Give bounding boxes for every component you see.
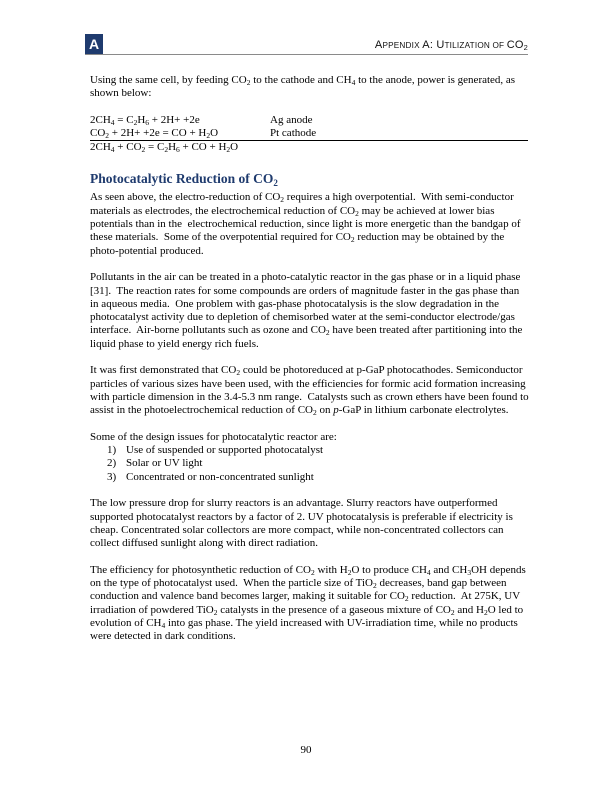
list-text: Solar or UV light [126,457,203,470]
section-heading: Photocatalytic Reduction of $CO_2$ [90,171,278,189]
page-body [90,74,530,644]
electrode-label: Ag anode [270,113,313,126]
page-number: 90 [300,744,312,756]
subscript: 2 [246,78,251,87]
list-text: Concentrated or non-concentrated sunlight [126,470,314,483]
running-title [375,39,528,51]
intro-text: to the anode, power is generated, as shown below: [90,74,516,100]
list-number: 1) [107,444,117,457]
paragraph-gap-photocathodes: It was first demonstrated that $CO_2$ could be photoreduced at p-GaP photocathodes. Semiconductor particles of various sizes have been used, with the efficiencies for formic acid formation increasing with particle dimension in the 3.4-5.3 nm range. Catalysts such as crown ethers have been found to assist in the photoelectrochemical reduction of $CO_2$ on p-GaP in lithium carbonate electrolytes. [90,364,529,418]
list-item [90,457,530,470]
title-part: A: U [422,39,445,51]
title-part: TILIZATION OF [444,41,507,50]
equation-table [90,114,528,155]
intro-text: to the cathode and CH [250,74,352,86]
title-part: PPENDIX [382,41,423,50]
intro-text: Using the same cell, by feeding CO [90,74,247,86]
title-part: A [374,39,383,51]
design-issues-list [90,444,530,484]
paragraph-overpotential: As seen above, the electro-reduction of $CO_2$ requires a high overpotential. With semi-conductor materials as electrodes, the electrochemical reduction of $CO_2$ may be achieved at lower bias potentials than in the electrochemical reduction, since light is more energetic than the bandgap of these materials. Some of the overpotential required for $CO_2$ reduction may be obtained by the photo-potential produced. [90,191,521,257]
electrode-label [270,141,528,155]
electrode-label: Pt cathode [270,126,317,139]
paragraph-efficiency: The efficiency for photosynthetic reduction of $CO_2$ with $H_2O$ to produce $CH_4$ and $CH_3OH$ depends on the type of photocatalyst used. When the particle size of TiO$_2$ decreases, band gap between conduction and valence band becomes larger, making it suitable for $CO_2$ reduction. At 275K, UV irradiation of powdered TiO$_2$ catalysts in the presence of a gaseous mixture of $CO_2$ and $H_2O$ led to evolution of $CH_4$ into gas phase. The yield increased with UV-irradiation time, while no products were detected in dark conditions. [90,563,526,643]
cathode-equation: $CO_2 + 2H+ +2e$ = CO + $H_2O$ [90,126,219,140]
list-text: Use of suspended or supported photocatalyst [126,444,324,457]
page-header [85,34,528,55]
paragraph-pollutants: Pollutants in the air can be treated in a photo-catalytic reactor in the gas phase or in a liquid phase [31]. The reaction rates for some compounds are orders of magnitude faster in the gas phase than in aqueous media. One problem with gas-phase photocatalysis is the slow degradation in the photocatalyst activity due to depletion of chemisorbed water at the semi-conductor electrode/gas interface. Air-borne pollutants such as ozone and $CO_2$ have been treated after partitioning into the liquid phase to yield energy rich fuels. [90,271,523,350]
intro-paragraph [90,74,530,101]
list-item [90,471,530,484]
equation-row [90,114,528,127]
equation-row [90,127,528,141]
list-number: 2) [107,457,117,470]
title-part: CO [506,39,524,51]
list-number: 3) [107,470,117,483]
list-item [90,444,530,457]
appendix-badge: A [85,34,103,54]
title-subscript: 2 [523,43,528,52]
paragraph-slurry-reactors: The low pressure drop for slurry reactors is an advantage. Slurry reactors have outperformed supported photocatalyst reactors by a factor of 2. UV photocatalysis is preferable if electricity is cheap. Concentrated solar collectors are more compact, while non-concentrated collectors can collect diffused sunlight along with direct radiation. [90,497,513,550]
paragraph-design-issues: Some of the design issues for photocatalytic reactor are: [90,430,337,443]
overall-equation: $2CH_4 + CO_2 = C_2H_6$ + CO + $H_2O$ [90,141,270,155]
overall-equation-row [90,141,528,155]
anode-equation: $2CH_4 = C_2H_6 + 2H+ +2e$ [90,113,200,127]
subscript: 4 [351,78,356,87]
